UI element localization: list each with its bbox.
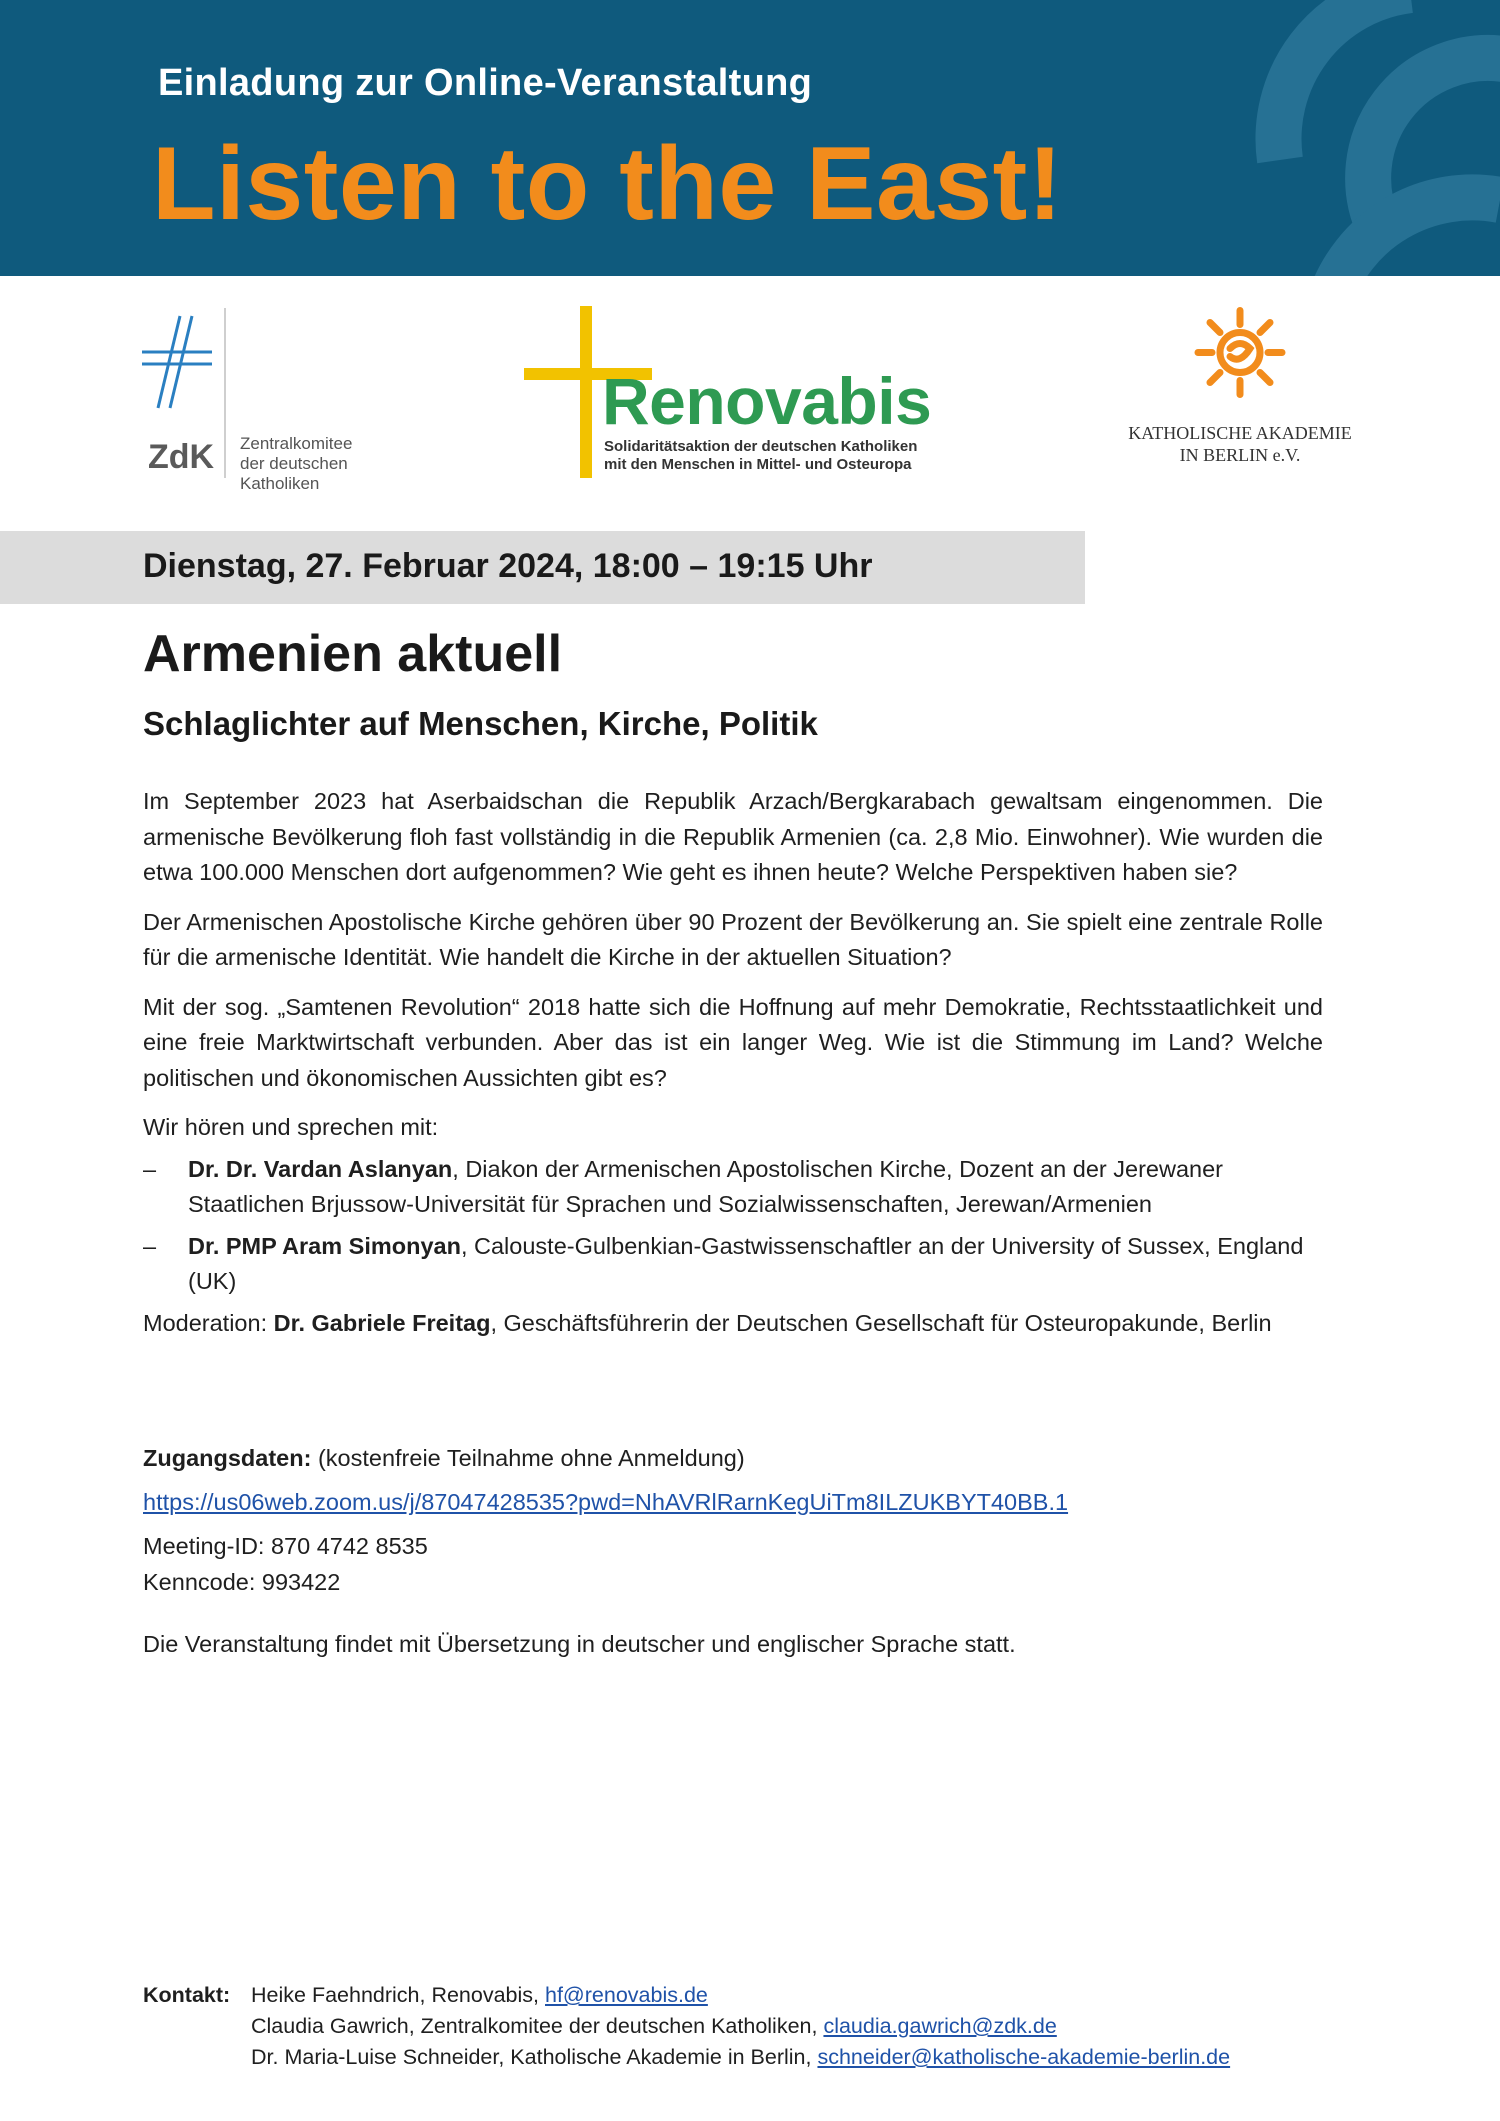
passcode: Kenncode: 993422 [143,1569,341,1595]
banner-subtitle: Einladung zur Online-Veranstaltung [158,62,813,104]
paragraph: Im September 2023 hat Aserbaidschan die Republik Arzach/Bergkarabach gewaltsam eingenommen. Die armenische Bevölkerung floh fast vollständig in die Republik Armenien (ca. 2,8 Mio. Einwohner). Wie wurden die etwa 100.000 Menschen dort aufgenommen? Wie geht es ihnen heute? Welche Perspektiven haben sie? [143,788,1323,885]
zdk-logo [140,308,430,493]
banner-title: Listen to the East! [152,126,1063,242]
contact-email-link[interactable]: claudia.gawrich@zdk.de [823,2014,1057,2038]
contact-email-link[interactable]: hf@renovabis.de [545,1983,708,2007]
access-label: Zugangsdaten: [143,1445,312,1471]
list-dash: – [143,1232,157,1259]
speaker-name: Dr. PMP Aram Simonyan [188,1232,461,1259]
contact-entry [251,1980,1391,2011]
akademie-logo [1120,300,1360,475]
contact-entry [251,2042,1391,2073]
contact-text: Heike Faehndrich, Renovabis, [251,1983,545,2007]
speaker-description: , Calouste-Gulbenkian-Gastwissenschaftler an der University of Sussex, England (UK) [188,1232,1304,1294]
event-date: Dienstag, 27. Februar 2024, 18:00 – 19:15 Uhr [143,547,873,585]
meeting-id: Meeting-ID: 870 4742 8535 [143,1533,428,1559]
contact-text: Claudia Gawrich, Zentralkomitee der deutschen Katholiken, [251,2014,824,2038]
speakers-list [143,1152,1323,1300]
renovabis-tagline: Solidaritätsaktion der deutschen Katholiken mit den Menschen in Mittel- und Osteuropa [604,438,918,473]
access-note: (kostenfreie Teilnahme ohne Anmeldung) [311,1445,745,1471]
speakers-intro: Wir hören und sprechen mit: [143,1114,439,1140]
renovabis-logo [520,306,940,484]
paragraph: Mit der sog. „Samtenen Revolution“ 2018 hatte sich die Hoffnung auf mehr Demokratie, Rechtsstaatlichkeit und eine freie Marktwirtschaft verbunden. Aber das ist ein langer Weg. Wie ist die Stimmung im Land? Welche politischen und ökonomischen Aussichten gibt es? [143,993,1323,1091]
speaker-description: , Diakon der Armenischen Apostolischen Kirche, Dozent an der Jerewaner Staatlichen Brjussow-Universität für Sprachen und Sozialwissenschaften, Jerewan/Armenien [188,1155,1223,1217]
contact-lines [251,1980,1391,2073]
zdk-cross-icon [140,312,220,412]
access-heading [143,1440,1343,1476]
contact-entry [251,2011,1391,2042]
speaker-name: Dr. Dr. Vardan Aslanyan [188,1155,453,1182]
paragraph: Der Armenischen Apostolische Kirche gehören über 90 Prozent der Bevölkerung an. Sie spielt eine zentrale Rolle für die armenische Identität. Wie handelt die Kirche in der aktuellen Situation? [143,908,1323,970]
list-item [143,1229,1323,1300]
moderation-label: Moderation: [143,1309,274,1336]
zdk-divider [224,308,226,478]
event-description [143,784,1323,1355]
header-banner [0,0,1500,276]
contact-label: Kontakt: [143,1983,231,2007]
access-link-row [143,1484,1343,1520]
list-dash: – [143,1155,157,1182]
list-item [143,1152,1323,1223]
moderator-description: , Geschäftsführerin der Deutschen Gesellschaft für Osteuropakunde, Berlin [490,1309,1272,1336]
renovabis-name: Renovabis [602,364,932,438]
akademie-name: KATHOLISCHE AKADEMIE IN BERLIN e.V. [1128,423,1352,465]
translation-note: Die Veranstaltung findet mit Übersetzung in deutscher und englischer Sprache statt. [143,1631,1016,1657]
moderator-name: Dr. Gabriele Freitag [273,1309,491,1336]
event-subtitle: Schlaglichter auf Menschen, Kirche, Politik [143,705,818,742]
zdk-abbreviation: ZdK [148,438,215,476]
contact-email-link[interactable]: schneider@katholische-akademie-berlin.de [817,2045,1231,2069]
zdk-name: Zentralkomitee der deutschen Katholiken [240,434,353,493]
akademie-emblem-icon [1190,300,1290,405]
banner-decoration-icon [1080,0,1500,276]
event-title: Armenien aktuell [143,625,563,683]
moderation [143,1306,1323,1342]
zoom-link[interactable]: https://us06web.zoom.us/j/87047428535?pwd=NhAVRlRarnKegUiTm8ILZUKBYT40BB.1 [143,1489,1069,1515]
contact-text: Dr. Maria-Luise Schneider, Katholische Akademie in Berlin, [251,2045,818,2069]
access-data [143,1440,1343,1662]
